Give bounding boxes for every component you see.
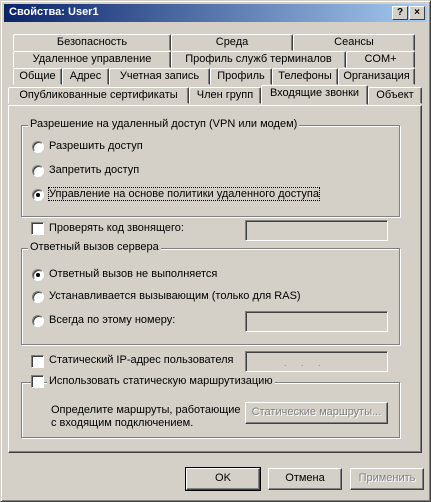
allow-access-label[interactable]: Разрешить доступ	[49, 140, 143, 152]
tab-com-plus[interactable]: COM+	[346, 51, 415, 68]
tab-telephones[interactable]: Телефоны	[272, 68, 338, 85]
tab-object[interactable]: Объект	[368, 87, 422, 104]
tab-sessions[interactable]: Сеансы	[293, 34, 415, 51]
static-routes-description-line1: Определите маршруты, работающие	[51, 404, 241, 416]
static-routes-description-line2: с входящим подключением.	[51, 417, 194, 429]
tab-organization[interactable]: Организация	[338, 68, 415, 85]
deny-access-label[interactable]: Запретить доступ	[49, 164, 140, 176]
tab-address[interactable]: Адрес	[62, 68, 109, 85]
no-callback-label[interactable]: Ответный вызов не выполняется	[49, 268, 218, 280]
policy-control-radio[interactable]	[32, 189, 44, 201]
no-callback-radio[interactable]	[32, 269, 44, 281]
allow-access-radio[interactable]	[32, 141, 44, 153]
cancel-button[interactable]: Отмена	[268, 468, 342, 490]
remote-access-group-label: Разрешение на удаленный доступ (VPN или модем)	[30, 118, 298, 130]
tab-security[interactable]: Безопасность	[13, 34, 171, 51]
tab-published-certificates[interactable]: Опубликованные сертификаты	[8, 87, 189, 104]
close-button[interactable]: ×	[409, 6, 425, 20]
always-callback-radio[interactable]	[32, 315, 44, 327]
verify-caller-id-label[interactable]: Проверять код звонящего:	[49, 222, 184, 234]
window-title: Свойства: User1	[9, 6, 99, 18]
static-ip-checkbox[interactable]	[31, 355, 44, 368]
callback-group-label: Ответный вызов сервера	[30, 241, 159, 253]
ip-separator-dots: . . .	[284, 358, 327, 368]
verify-caller-id-checkbox[interactable]	[31, 222, 44, 235]
caller-id-field[interactable]	[245, 220, 388, 241]
always-callback-label[interactable]: Всегда по этому номеру:	[49, 314, 176, 326]
tab-general[interactable]: Общие	[13, 68, 62, 85]
tab-remote-control[interactable]: Удаленное управление	[13, 51, 171, 68]
tab-member-of[interactable]: Член групп	[189, 87, 261, 104]
tab-terminal-services-profile[interactable]: Профиль служб терминалов	[171, 51, 346, 68]
ok-button[interactable]: OK	[186, 468, 260, 490]
deny-access-radio[interactable]	[32, 165, 44, 177]
caller-set-callback-label[interactable]: Устанавливается вызывающим (только для RAS)	[49, 290, 301, 302]
help-button[interactable]: ?	[392, 6, 408, 20]
apply-button[interactable]: Применить	[350, 468, 424, 490]
static-routes-checkbox[interactable]	[31, 375, 44, 388]
static-routes-label[interactable]: Использовать статическую маршрутизацию	[49, 375, 273, 387]
static-routes-button[interactable]: Статические маршруты...	[245, 402, 388, 424]
title-bar	[4, 4, 427, 22]
callback-number-field[interactable]	[245, 311, 388, 332]
tab-profile[interactable]: Профиль	[210, 68, 272, 85]
tab-environment[interactable]: Среда	[171, 34, 293, 51]
tab-account[interactable]: Учетная запись	[109, 68, 210, 85]
static-ip-label[interactable]: Статический IP-адрес пользователя	[49, 354, 234, 366]
policy-control-label[interactable]: Управление на основе политики удаленного доступа	[49, 188, 319, 200]
tab-dial-in[interactable]: Входящие звонки	[261, 85, 368, 105]
caller-set-callback-radio[interactable]	[32, 291, 44, 303]
